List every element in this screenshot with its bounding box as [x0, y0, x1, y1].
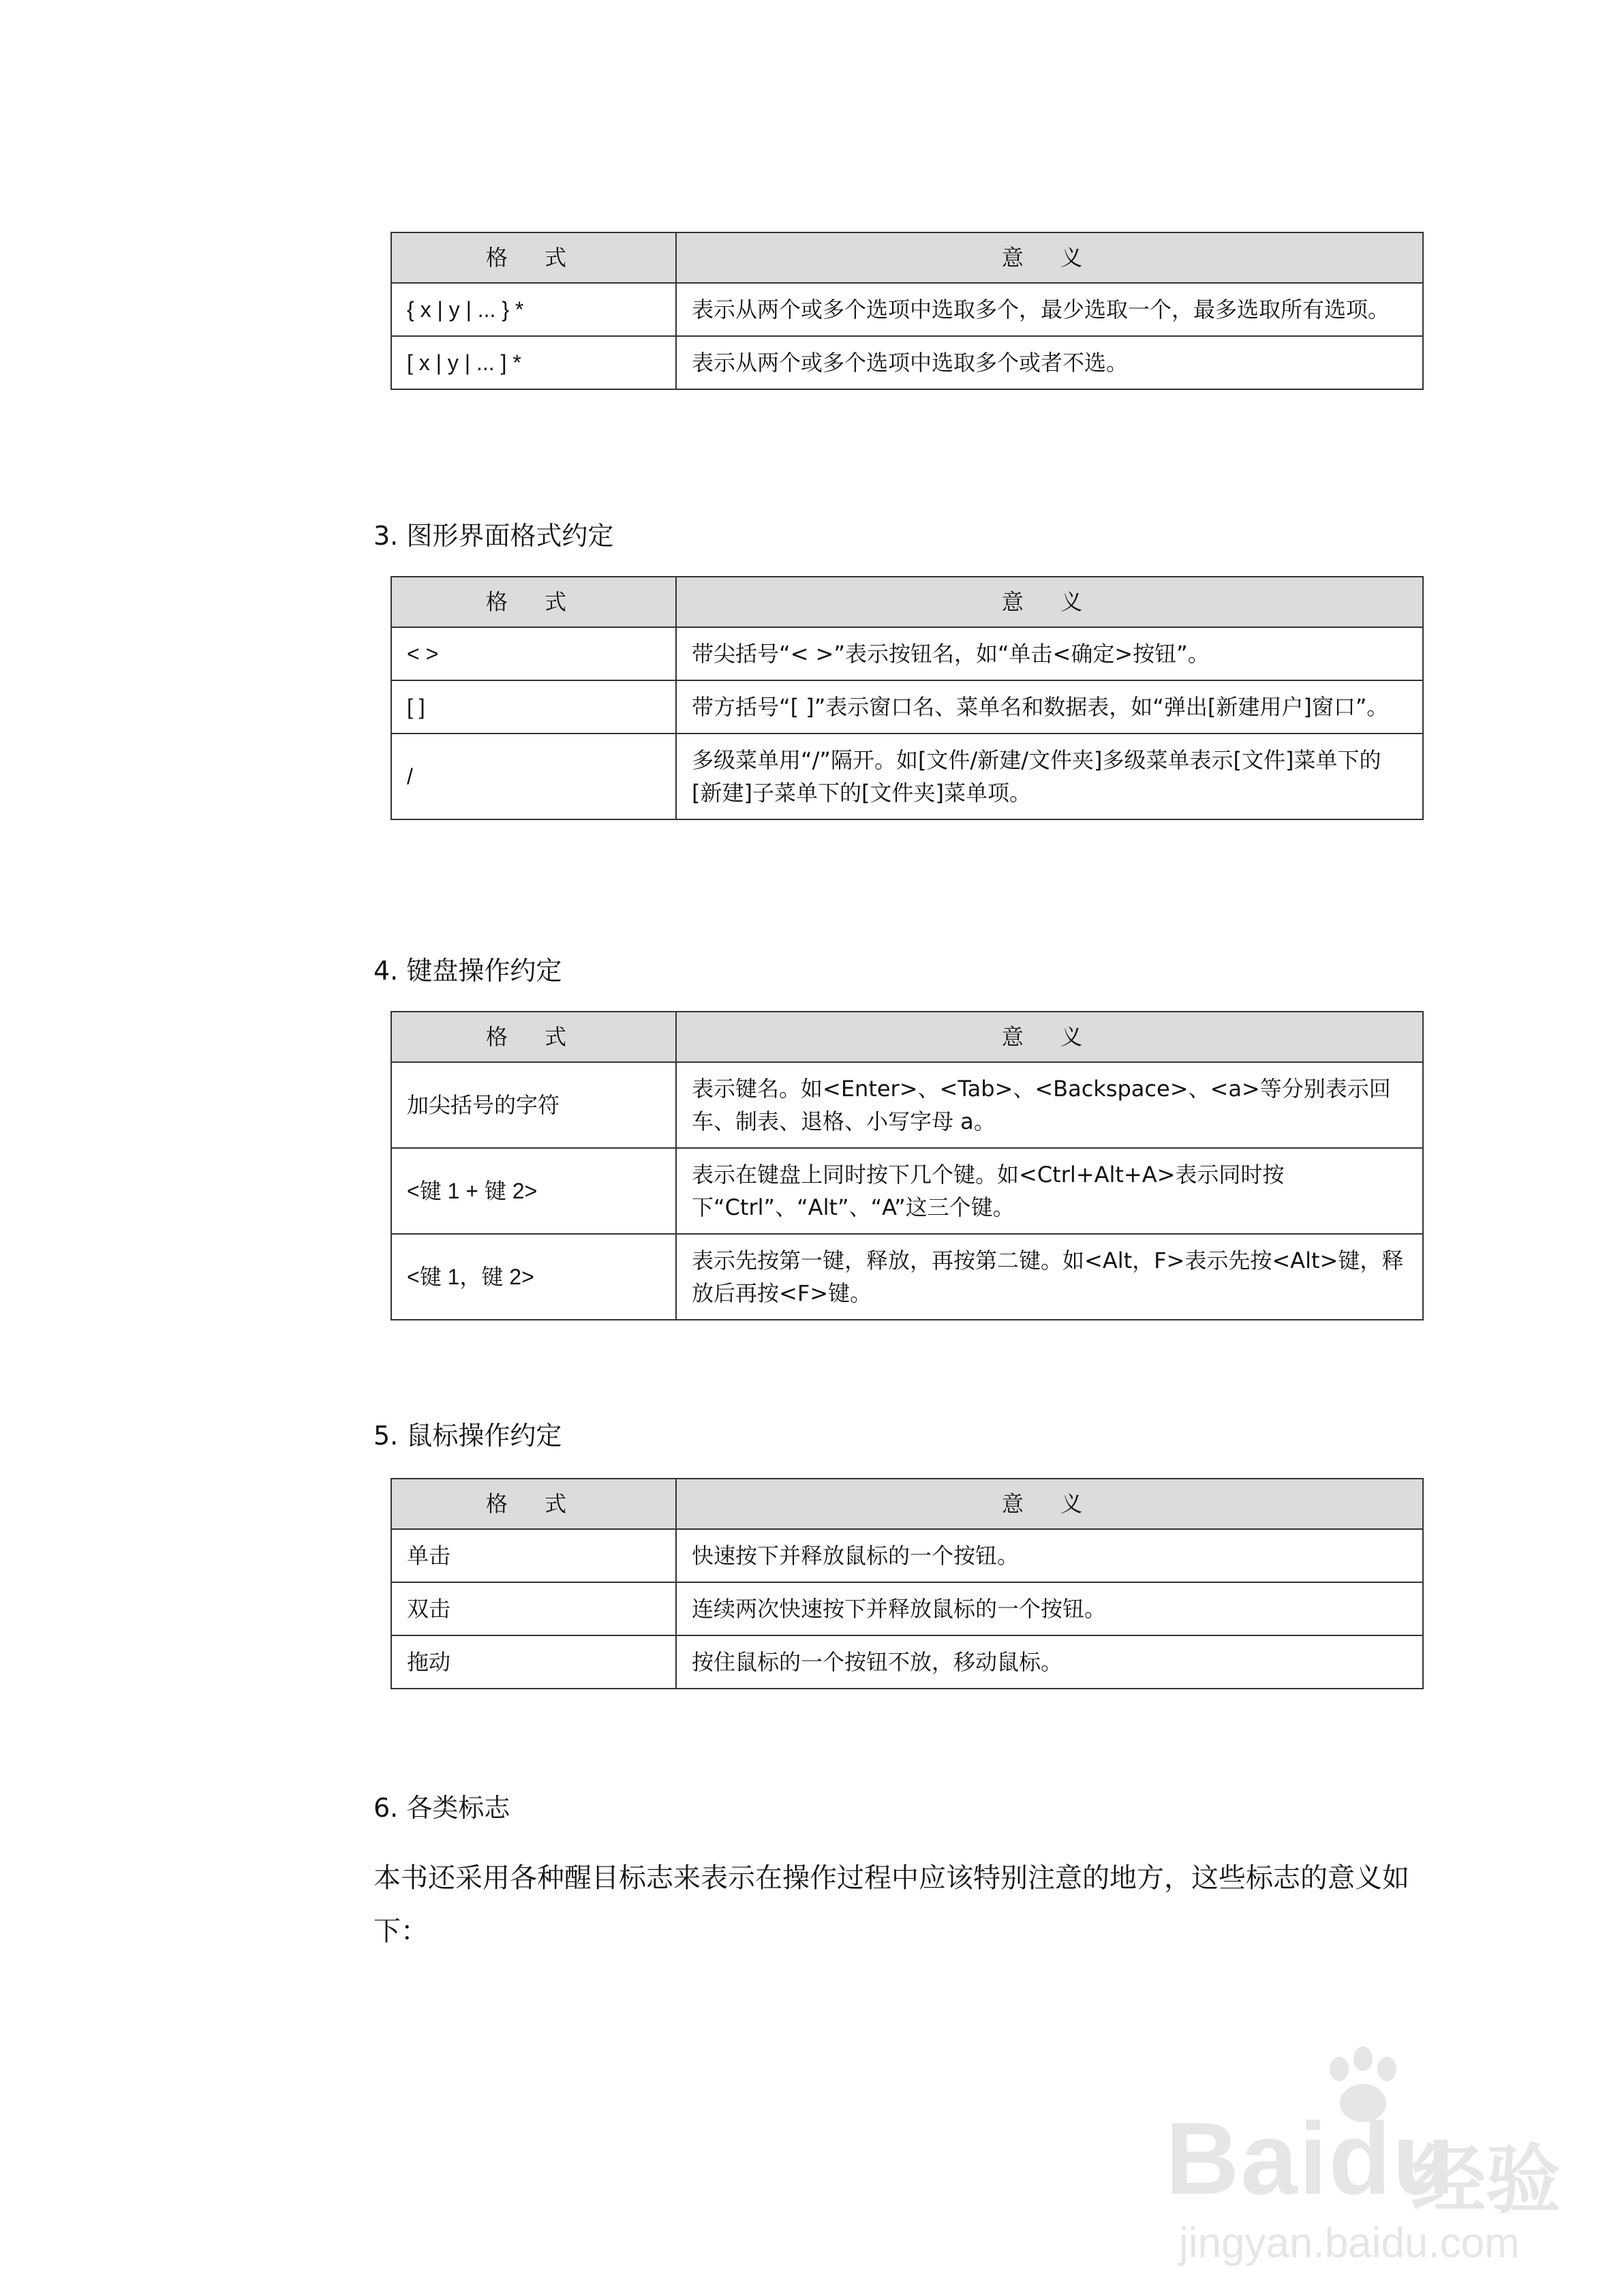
table-row — [391, 1582, 1423, 1635]
table-row — [391, 1062, 1423, 1148]
format-cell: [ ] — [391, 680, 676, 734]
table-row — [391, 336, 1423, 389]
format-cell: / — [391, 734, 676, 819]
format-cell: 单击 — [391, 1529, 676, 1582]
meaning-cell: 连续两次快速按下并释放鼠标的一个按钮。 — [676, 1582, 1423, 1635]
meaning-cell: 表示先按第一键，释放，再按第二键。如<Alt，F>表示先按<Alt>键，释放后再按<F>键。 — [676, 1234, 1423, 1320]
watermark-brand-cn: 经验 — [1411, 2136, 1561, 2224]
keyboard-table — [391, 1011, 1424, 1320]
syntax-table — [391, 232, 1424, 390]
header-format: 格 式 — [391, 1479, 676, 1529]
meaning-cell: 表示从两个或多个选项中选取多个或者不选。 — [676, 336, 1423, 389]
table-row — [391, 680, 1423, 734]
meaning-cell: 带尖括号“< >”表示按钮名，如“单击<确定>按钮”。 — [676, 627, 1423, 680]
format-cell: [ x | y | ... ] * — [391, 336, 676, 389]
header-format: 格 式 — [391, 232, 676, 283]
meaning-cell: 带方括号“[ ]”表示窗口名、菜单名和数据表，如“弹出[新建用户]窗口”。 — [676, 680, 1423, 734]
table-row — [391, 627, 1423, 680]
watermark-url: jingyan.baidu.com — [1179, 2220, 1520, 2267]
table-header-row — [391, 232, 1423, 283]
baidu-jingyan-watermark — [1152, 2045, 1561, 2270]
meaning-cell: 表示键名。如<Enter>、<Tab>、<Backspace>、<a>等分别表示回车、制表、退格、小写字母 a。 — [676, 1062, 1423, 1148]
body-paragraph: 本书还采用各种醒目标志来表示在操作过程中应该特别注意的地方，这些标志的意义如下： — [373, 1862, 1409, 1947]
table-row — [391, 734, 1423, 819]
header-meaning: 意 义 — [676, 1479, 1423, 1529]
table-row — [391, 1148, 1423, 1234]
format-cell: 拖动 — [391, 1635, 676, 1689]
meaning-cell: 多级菜单用“/”隔开。如[文件/新建/文件夹]多级菜单表示[文件]菜单下的[新建]子菜单下的[文件夹]菜单项。 — [676, 734, 1423, 819]
header-meaning: 意 义 — [676, 1012, 1423, 1062]
table-row — [391, 1635, 1423, 1689]
table-row — [391, 1234, 1423, 1320]
format-cell: <键 1，键 2> — [391, 1234, 676, 1320]
table-header-row — [391, 1479, 1423, 1529]
table-header-row — [391, 1012, 1423, 1062]
section-heading-gui: 3. 图形界面格式约定 — [373, 521, 614, 551]
mouse-table — [391, 1478, 1424, 1689]
header-format: 格 式 — [391, 1012, 676, 1062]
header-meaning: 意 义 — [676, 577, 1423, 627]
section-heading-mouse: 5. 鼠标操作约定 — [373, 1421, 562, 1451]
meaning-cell: 按住鼠标的一个按钮不放，移动鼠标。 — [676, 1635, 1423, 1689]
format-cell: 加尖括号的字符 — [391, 1062, 676, 1148]
section-heading-icons: 6. 各类标志 — [373, 1793, 510, 1823]
gui-format-table — [391, 576, 1424, 820]
format-cell: { x | y | ... } * — [391, 283, 676, 336]
format-cell: <键 1 + 键 2> — [391, 1148, 676, 1234]
meaning-cell: 快速按下并释放鼠标的一个按钮。 — [676, 1529, 1423, 1582]
format-cell: < > — [391, 627, 676, 680]
header-format: 格 式 — [391, 577, 676, 627]
table-row — [391, 1529, 1423, 1582]
meaning-cell: 表示在键盘上同时按下几个键。如<Ctrl+Alt+A>表示同时按下“Ctrl”、“Alt”、“A”这三个键。 — [676, 1148, 1423, 1234]
meaning-cell: 表示从两个或多个选项中选取多个，最少选取一个，最多选取所有选项。 — [676, 283, 1423, 336]
table-header-row — [391, 577, 1423, 627]
section-heading-keyboard: 4. 键盘操作约定 — [373, 956, 562, 986]
header-meaning: 意 义 — [676, 232, 1423, 283]
table-row — [391, 283, 1423, 336]
watermark-brand: Baidu — [1165, 2101, 1456, 2216]
format-cell: 双击 — [391, 1582, 676, 1635]
